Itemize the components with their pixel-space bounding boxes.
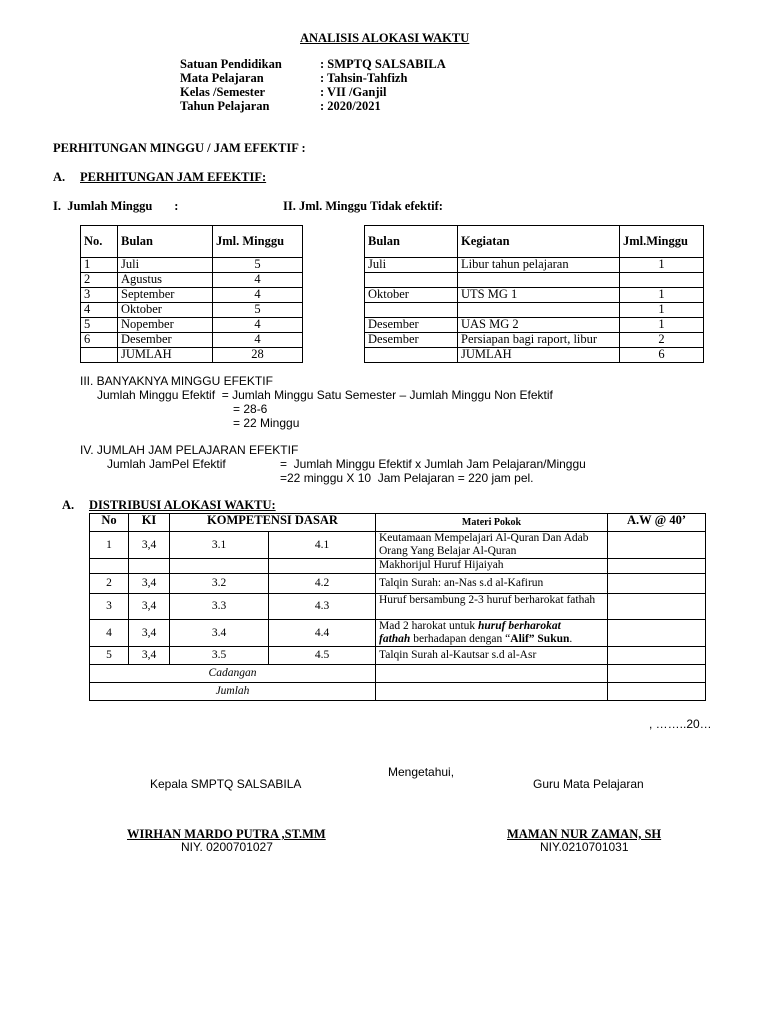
section4-line2: =22 minggu X 10 Jam Pelajaran = 220 jam pel. (280, 471, 534, 485)
t3-no: 4 (90, 620, 129, 647)
t3-materi (376, 665, 608, 683)
t3-no: 5 (90, 647, 129, 665)
table-row (365, 288, 704, 303)
date-line: , ……..20… (649, 717, 712, 731)
t2-kegiatan (458, 273, 620, 288)
t3-kd4: 4.5 (269, 647, 376, 665)
t3-materi-emph: huruf berharokat (478, 620, 561, 632)
section3-heading: III. BANYAKNYA MINGGU EFEKTIF (80, 374, 273, 388)
table-row (81, 258, 303, 273)
t1-jml: 5 (213, 258, 303, 273)
t1-header-jml: Jml. Minggu (213, 226, 303, 258)
t3-header-materi: Materi Pokok (376, 514, 608, 532)
t3-no: 2 (90, 574, 129, 594)
t2-header-bulan: Bulan (365, 226, 458, 258)
t3-materi (376, 620, 608, 647)
t2-kegiatan: UAS MG 2 (458, 318, 620, 333)
t3-materi: Huruf bersambung 2-3 huruf berharokat fathah (376, 594, 608, 620)
t3-ki (129, 559, 170, 574)
signer-right-name: MAMAN NUR ZAMAN, SH (507, 827, 662, 841)
t3-kd3: 3.5 (170, 647, 269, 665)
info-value-tahun: : 2020/2021 (320, 99, 381, 113)
section4-heading: IV. JUMLAH JAM PELAJARAN EFEKTIF (80, 443, 299, 457)
t1-empty (81, 348, 118, 363)
signer-left-name: WIRHAN MARDO PUTRA ,ST.MM (127, 827, 326, 841)
t3-cadangan: Cadangan (90, 665, 376, 683)
t3-ki: 3,4 (129, 574, 170, 594)
table-row (90, 594, 706, 620)
t3-kd4: 4.1 (269, 532, 376, 559)
t3-kd3: 3.3 (170, 594, 269, 620)
t1-jml: 5 (213, 303, 303, 318)
t1-no: 3 (81, 288, 118, 303)
t2-total-label: JUMLAH (458, 348, 620, 363)
t2-total-value: 6 (620, 348, 704, 363)
t3-materi-emph: fathah (379, 633, 411, 645)
t3-kd4 (269, 559, 376, 574)
t3-kd4: 4.2 (269, 574, 376, 594)
t3-kd4: 4.4 (269, 620, 376, 647)
t3-no: 3 (90, 594, 129, 620)
t2-total-row (365, 348, 704, 363)
t3-aw (608, 647, 706, 665)
t2-bulan (365, 303, 458, 318)
t3-aw (608, 532, 706, 559)
t3-materi-part: berhadapan dengan “ (410, 633, 511, 645)
t3-materi: Makhorijul Huruf Hijaiyah (376, 559, 608, 574)
info-label-satuan: Satuan Pendidikan (180, 57, 282, 71)
document-title: ANALISIS ALOKASI WAKTU (300, 31, 470, 45)
t3-ki: 3,4 (129, 594, 170, 620)
t1-header-no: No. (81, 226, 118, 258)
info-value-mapel: : Tahsin-Tahfizh (320, 71, 408, 85)
t2-empty (365, 348, 458, 363)
t2-bulan: Juli (365, 258, 458, 273)
table-row (81, 318, 303, 333)
t3-no (90, 559, 129, 574)
t1-bulan: Desember (118, 333, 213, 348)
table-row (365, 303, 704, 318)
t3-aw (608, 665, 706, 683)
table-row (365, 318, 704, 333)
table-row (81, 288, 303, 303)
t2-kegiatan: Libur tahun pelajaran (458, 258, 620, 273)
section3-line3: = 22 Minggu (233, 416, 300, 430)
section4-line1: = Jumlah Minggu Efektif x Jumlah Jam Pelajaran/Minggu (280, 457, 586, 471)
part1-label: I. Jumlah Minggu : (53, 199, 179, 213)
table-row (90, 620, 706, 647)
t2-jml: 1 (620, 288, 704, 303)
t2-kegiatan: Persiapan bagi raport, libur (458, 333, 620, 348)
info-label-kelas: Kelas /Semester (180, 85, 266, 99)
sub-a2-marker: A. (62, 498, 75, 512)
section4-label: Jumlah JamPel Efektif (107, 457, 226, 471)
table-row (365, 273, 704, 288)
t3-kd3 (170, 559, 269, 574)
sub-a-marker: A. (53, 170, 66, 184)
t3-aw (608, 620, 706, 647)
table-row (81, 303, 303, 318)
sub-a-heading: PERHITUNGAN JAM EFEKTIF: (80, 170, 267, 184)
table-row (81, 333, 303, 348)
t3-header-kd: KOMPETENSI DASAR (170, 514, 376, 532)
t1-no: 4 (81, 303, 118, 318)
t1-header-bulan: Bulan (118, 226, 213, 258)
t3-materi: Talqin Surah al-Kautsar s.d al-Asr (376, 647, 608, 665)
t3-header-aw: A.W @ 40’ (608, 514, 706, 532)
sub-a2-heading: DISTRIBUSI ALOKASI WAKTU: (89, 498, 276, 512)
part2-label: II. Jml. Minggu Tidak efektif: (283, 199, 443, 213)
t3-materi-part: . (569, 633, 573, 645)
jumlah-minggu-table (80, 225, 303, 363)
t3-materi: Talqin Surah: an-Nas s.d al-Kafirun (376, 574, 608, 594)
distribusi-table (89, 513, 706, 701)
signer-left-role: Kepala SMPTQ SALSABILA (150, 777, 302, 791)
t3-aw (608, 574, 706, 594)
t3-ki: 3,4 (129, 620, 170, 647)
section3-line2: = 28-6 (233, 402, 268, 416)
t2-jml: 1 (620, 318, 704, 333)
signer-left-id: NIY. 0200701027 (181, 840, 273, 854)
t1-bulan: Juli (118, 258, 213, 273)
t3-materi-part: Mad 2 harokat untuk (379, 620, 479, 632)
info-value-kelas: : VII /Ganjil (320, 85, 387, 99)
t3-kd4: 4.3 (269, 594, 376, 620)
t2-jml: 1 (620, 258, 704, 273)
t1-bulan: Oktober (118, 303, 213, 318)
t2-jml: 1 (620, 303, 704, 318)
t3-kd3: 3.1 (170, 532, 269, 559)
t2-jml (620, 273, 704, 288)
info-label-mapel: Mata Pelajaran (180, 71, 264, 85)
t2-kegiatan: UTS MG 1 (458, 288, 620, 303)
t3-aw (608, 559, 706, 574)
minggu-tidak-efektif-table (364, 225, 704, 363)
t2-header-kegiatan: Kegiatan (458, 226, 620, 258)
t3-aw (608, 594, 706, 620)
t3-aw (608, 683, 706, 701)
t2-bulan: Oktober (365, 288, 458, 303)
t1-no: 5 (81, 318, 118, 333)
t2-jml: 2 (620, 333, 704, 348)
signer-right-role: Guru Mata Pelajaran (533, 777, 644, 791)
t1-total-row (81, 348, 303, 363)
t2-bulan: Desember (365, 333, 458, 348)
t3-ki: 3,4 (129, 532, 170, 559)
t3-kd3: 3.2 (170, 574, 269, 594)
table-row (365, 258, 704, 273)
t3-cadangan-row (90, 665, 706, 683)
t3-materi: Keutamaan Mempelajari Al-Quran Dan Adab Orang Yang Belajar Al-Quran (376, 532, 608, 559)
table-row (365, 333, 704, 348)
t1-no: 6 (81, 333, 118, 348)
table-row (81, 273, 303, 288)
t2-bulan: Desember (365, 318, 458, 333)
t3-materi (376, 683, 608, 701)
info-label-tahun: Tahun Pelajaran (180, 99, 270, 113)
t3-materi-emph: Alif” Sukun (510, 633, 570, 645)
t2-header-jml: Jml.Minggu (620, 226, 704, 258)
t3-no: 1 (90, 532, 129, 559)
t3-header-no: No (90, 514, 129, 532)
t2-bulan (365, 273, 458, 288)
t1-jml: 4 (213, 273, 303, 288)
section3-line1: Jumlah Minggu Efektif = Jumlah Minggu Satu Semester – Jumlah Minggu Non Efektif (97, 388, 553, 402)
t3-ki: 3,4 (129, 647, 170, 665)
t1-jml: 4 (213, 288, 303, 303)
table-row (90, 559, 706, 574)
signer-right-id: NIY.0210701031 (540, 840, 629, 854)
t1-bulan: Nopember (118, 318, 213, 333)
t1-total-label: JUMLAH (118, 348, 213, 363)
table-row (90, 574, 706, 594)
t1-bulan: Agustus (118, 273, 213, 288)
t1-bulan: September (118, 288, 213, 303)
mengetahui-text: Mengetahui, (388, 765, 455, 779)
t1-jml: 4 (213, 318, 303, 333)
section-heading: PERHITUNGAN MINGGU / JAM EFEKTIF : (53, 141, 306, 155)
t3-header-ki: KI (129, 514, 170, 532)
table-row (90, 532, 706, 559)
t3-kd3: 3.4 (170, 620, 269, 647)
t1-jml: 4 (213, 333, 303, 348)
t3-jumlah: Jumlah (90, 683, 376, 701)
t1-no: 2 (81, 273, 118, 288)
t2-kegiatan (458, 303, 620, 318)
table-row (90, 647, 706, 665)
t3-jumlah-row (90, 683, 706, 701)
info-value-satuan: : SMPTQ SALSABILA (320, 57, 446, 71)
t1-total-value: 28 (213, 348, 303, 363)
t1-no: 1 (81, 258, 118, 273)
